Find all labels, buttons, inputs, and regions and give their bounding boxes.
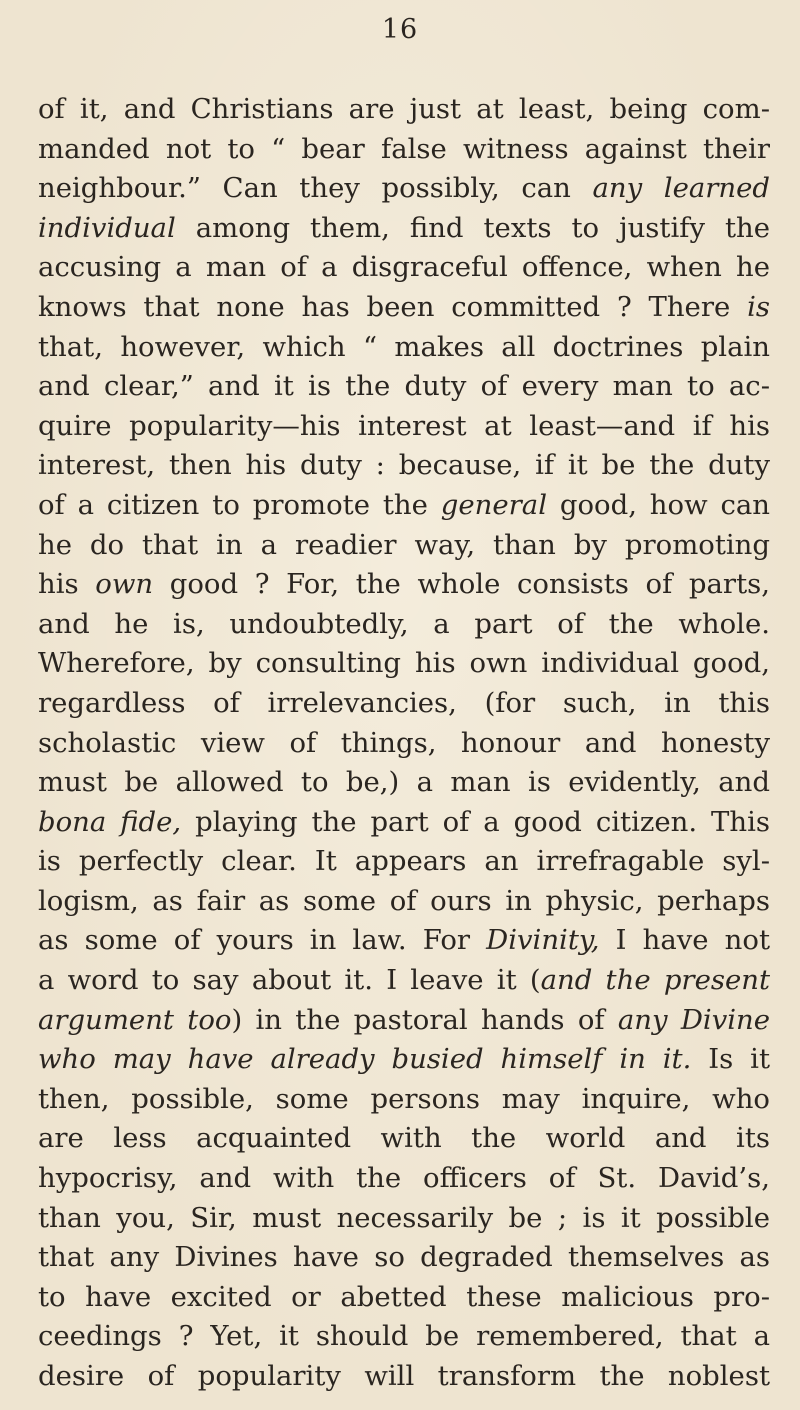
text-line xyxy=(38,288,770,328)
text-line xyxy=(38,961,770,1001)
text-line xyxy=(38,328,770,368)
text-segment: Wherefore, by consulting his own individual good, xyxy=(38,647,770,680)
text-line xyxy=(38,209,770,249)
italic-text-segment: general xyxy=(440,488,547,521)
body-text xyxy=(38,90,770,1397)
text-line xyxy=(38,763,770,803)
text-line xyxy=(38,1317,770,1357)
text-line xyxy=(38,644,770,684)
text-segment: that any Divines have so degraded themselves as xyxy=(38,1241,770,1274)
italic-text-segment: is xyxy=(747,290,770,323)
text-segment: hypocrisy, and with the officers of St. David’s, xyxy=(38,1162,770,1195)
italic-text-segment: argument too xyxy=(38,1003,232,1036)
text-segment: then, possible, some persons may inquire, who xyxy=(38,1082,770,1115)
text-segment: as some of yours in law. For xyxy=(38,924,487,957)
text-line xyxy=(38,1119,770,1159)
text-line xyxy=(38,605,770,645)
text-line xyxy=(38,1357,770,1397)
text-segment: than you, Sir, must necessarily be ; is it possible xyxy=(38,1201,770,1234)
text-segment: and clear,” and it is the duty of every man to ac- xyxy=(38,370,770,403)
text-segment: desire of popularity will transform the noblest xyxy=(38,1360,770,1392)
italic-text-segment: bona fide, xyxy=(38,805,182,838)
italic-text-segment: own xyxy=(95,568,154,601)
text-segment: is perfectly clear. It appears an irrefragable syl- xyxy=(38,845,770,878)
text-line xyxy=(38,921,770,961)
text-line xyxy=(38,446,770,486)
text-segment: quire popularity—his interest at least—and if his xyxy=(38,409,770,442)
text-line xyxy=(38,248,770,288)
text-segment: of it, and Christians are just at least, being com- xyxy=(38,93,770,125)
text-segment: that, however, which “ makes all doctrines plain xyxy=(38,330,770,363)
page-number: 16 xyxy=(381,14,419,45)
italic-text-segment: who may have already busied himself in it. xyxy=(38,1043,692,1076)
text-segment: interest, then his duty : because, if it be the duty xyxy=(38,449,770,482)
text-line xyxy=(38,565,770,605)
text-segment: scholastic view of things, honour and honesty xyxy=(38,726,770,759)
text-segment: manded not to “ bear false witness against their xyxy=(38,132,770,165)
text-segment: regardless of irrelevancies, (for such, in this xyxy=(38,686,770,719)
text-line xyxy=(38,1199,770,1239)
text-line xyxy=(38,1001,770,1041)
italic-text-segment: any Divine xyxy=(617,1003,770,1036)
italic-text-segment: and the present xyxy=(540,964,770,997)
text-segment: to have excited or abetted these malicious pro- xyxy=(38,1280,770,1313)
text-line xyxy=(38,169,770,209)
text-line xyxy=(38,882,770,922)
text-line xyxy=(38,526,770,566)
text-segment: of a citizen to promote the xyxy=(38,488,441,521)
text-line xyxy=(38,1040,770,1080)
text-segment: he do that in a readier way, than by promoting xyxy=(38,528,770,561)
text-line xyxy=(38,1159,770,1199)
text-line xyxy=(38,1278,770,1318)
text-line xyxy=(38,724,770,764)
text-segment: ) in the pastoral hands of xyxy=(231,1003,618,1036)
text-line xyxy=(38,486,770,526)
text-segment: are less acquainted with the world and its xyxy=(38,1122,770,1155)
text-segment: and he is, undoubtedly, a part of the whole. xyxy=(38,607,770,640)
text-line xyxy=(38,1080,770,1120)
text-line xyxy=(38,803,770,843)
text-segment: logism, as fair as some of ours in physic, perhaps xyxy=(38,884,770,917)
text-segment: Is it xyxy=(691,1043,770,1076)
text-segment: playing the part of a good citizen. This xyxy=(181,805,770,838)
text-line xyxy=(38,130,770,170)
text-segment: knows that none has been committed ? There xyxy=(38,290,748,323)
text-segment: among them, find texts to justify the xyxy=(175,211,770,244)
text-line xyxy=(38,367,770,407)
italic-text-segment: any learned xyxy=(592,172,770,205)
text-segment: ceedings ? Yet, it should be remembered, that a xyxy=(38,1320,770,1353)
text-line xyxy=(38,407,770,447)
text-segment: neighbour.” Can they possibly, can xyxy=(38,172,593,205)
italic-text-segment: individual xyxy=(38,211,176,244)
text-segment: a word to say about it. I leave it ( xyxy=(38,964,541,997)
text-segment: his xyxy=(38,568,96,601)
text-segment: accusing a man of a disgraceful offence, when he xyxy=(38,251,770,284)
text-segment: good, how can xyxy=(547,488,770,521)
text-segment: must be allowed to be,) a man is evidently, and xyxy=(38,766,770,799)
italic-text-segment: Divinity, xyxy=(486,924,600,957)
text-line xyxy=(38,684,770,724)
text-segment: good ? For, the whole consists of parts, xyxy=(153,568,770,601)
text-line xyxy=(38,842,770,882)
text-line xyxy=(38,90,770,130)
text-segment: I have not xyxy=(599,924,770,957)
text-line xyxy=(38,1238,770,1278)
